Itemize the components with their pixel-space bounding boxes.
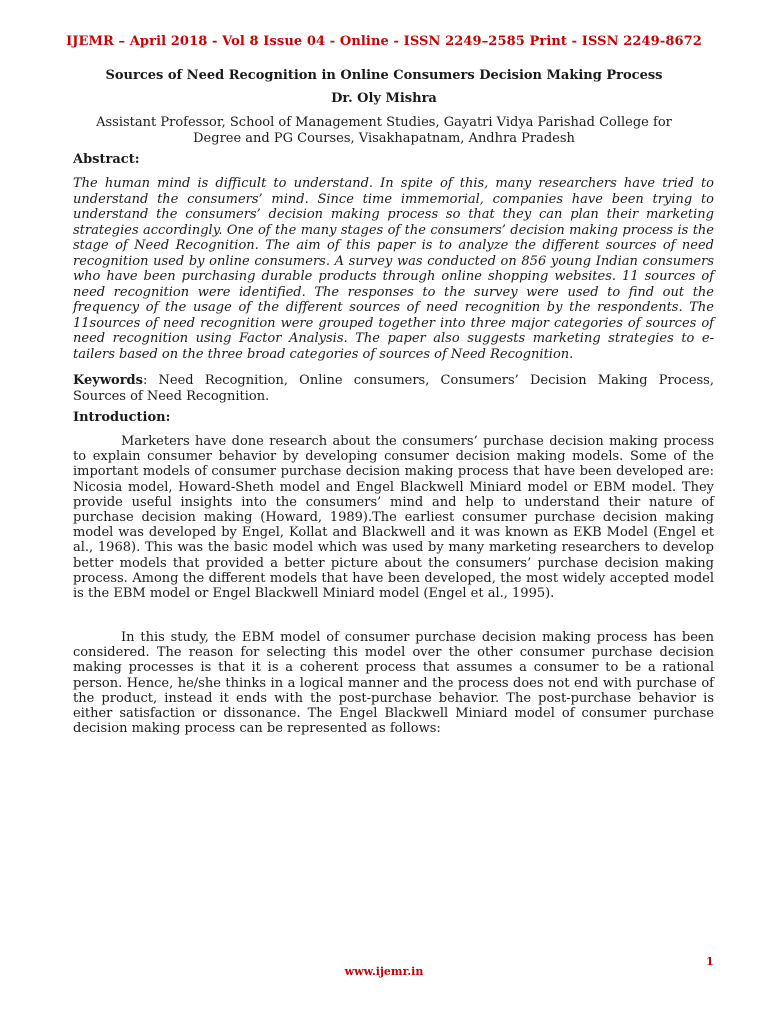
introduction-heading: Introduction: <box>73 410 171 425</box>
keywords <box>73 373 714 404</box>
footer-url[interactable]: www.ijemr.in <box>344 965 424 978</box>
affiliation-line: Assistant Professor, School of Management Studies, Gayatri Vidya Parishad College for <box>96 115 672 130</box>
page-number: 1 <box>706 955 714 968</box>
author-name: Dr. Oly Mishra <box>331 91 437 106</box>
keywords-label: Keywords <box>73 373 143 388</box>
introduction-paragraph: In this study, the EBM model of consumer purchase decision making process has been considered. The reason for selecting this model over the other consumer purchase decision making processes is that it is a coherent process that assumes a consumer to be a rational person. Hence, he/she thinks in a logical manner and the process does not end with purchase of the product, instead it ends with the post-purchase behavior. The post-purchase behavior is either satisfaction or dissonance. The Engel Blackwell Miniard model of consumer purchase decision making process can be represented as follows: <box>73 630 714 737</box>
author-affiliation <box>60 115 708 147</box>
abstract-text: The human mind is difficult to understand. In spite of this, many researchers have tried to understand the consumers’ mind. Since time immemorial, companies have been trying to understand the consumers’ decision making process so that they can plan their marketing strategies accordingly. One of the many stages of the consumers’ decision making process is the stage of Need Recognition. The aim of this paper is to analyze the different sources of need recognition used by online consumers. A survey was conducted on 856 young Indian consumers who have been purchasing durable products through online shopping websites. 11 sources of need recognition were identified. The responses to the survey were used to find out the frequency of the usage of the different sources of need recognition by the respondents. The 11sources of need recognition were grouped together into three major categories of sources of need recognition using Factor Analysis. The paper also suggests marketing strategies to e-tailers based on the three broad categories of sources of Need Recognition. <box>73 176 714 362</box>
journal-header: IJEMR – April 2018 - Vol 8 Issue 04 - Online - ISSN 2249–2585 Print - ISSN 2249-8672 <box>66 34 702 49</box>
introduction-paragraph: Marketers have done research about the consumers’ purchase decision making process to explain consumer behavior by developing consumer decision making models. Some of the important models of consumer purchase decision making process that have been developed are: Nicosia model, Howard-Sheth model and Engel Blackwell Miniard model or EBM model. They provide useful insights into the consumers’ mind and help to understand their nature of purchase decision making (Howard, 1989).The earliest consumer purchase decision making model was developed by Engel, Kollat and Blackwell and it was known as EKB Model (Engel et al., 1968). This was the basic model which was used by many marketing researchers to develop better models that provided a better picture about the consumers’ purchase decision making process. Among the different models that have been developed, the most widely accepted model is the EBM model or Engel Blackwell Miniard model (Engel et al., 1995). <box>73 434 714 602</box>
keywords-text: : Need Recognition, Online consumers, Consumers’ Decision Making Process, Sources of Need Recognition. <box>73 373 714 404</box>
paper-title: Sources of Need Recognition in Online Consumers Decision Making Process <box>105 68 663 83</box>
affiliation-line: Degree and PG Courses, Visakhapatnam, Andhra Pradesh <box>193 131 575 146</box>
abstract-heading: Abstract: <box>73 152 140 167</box>
